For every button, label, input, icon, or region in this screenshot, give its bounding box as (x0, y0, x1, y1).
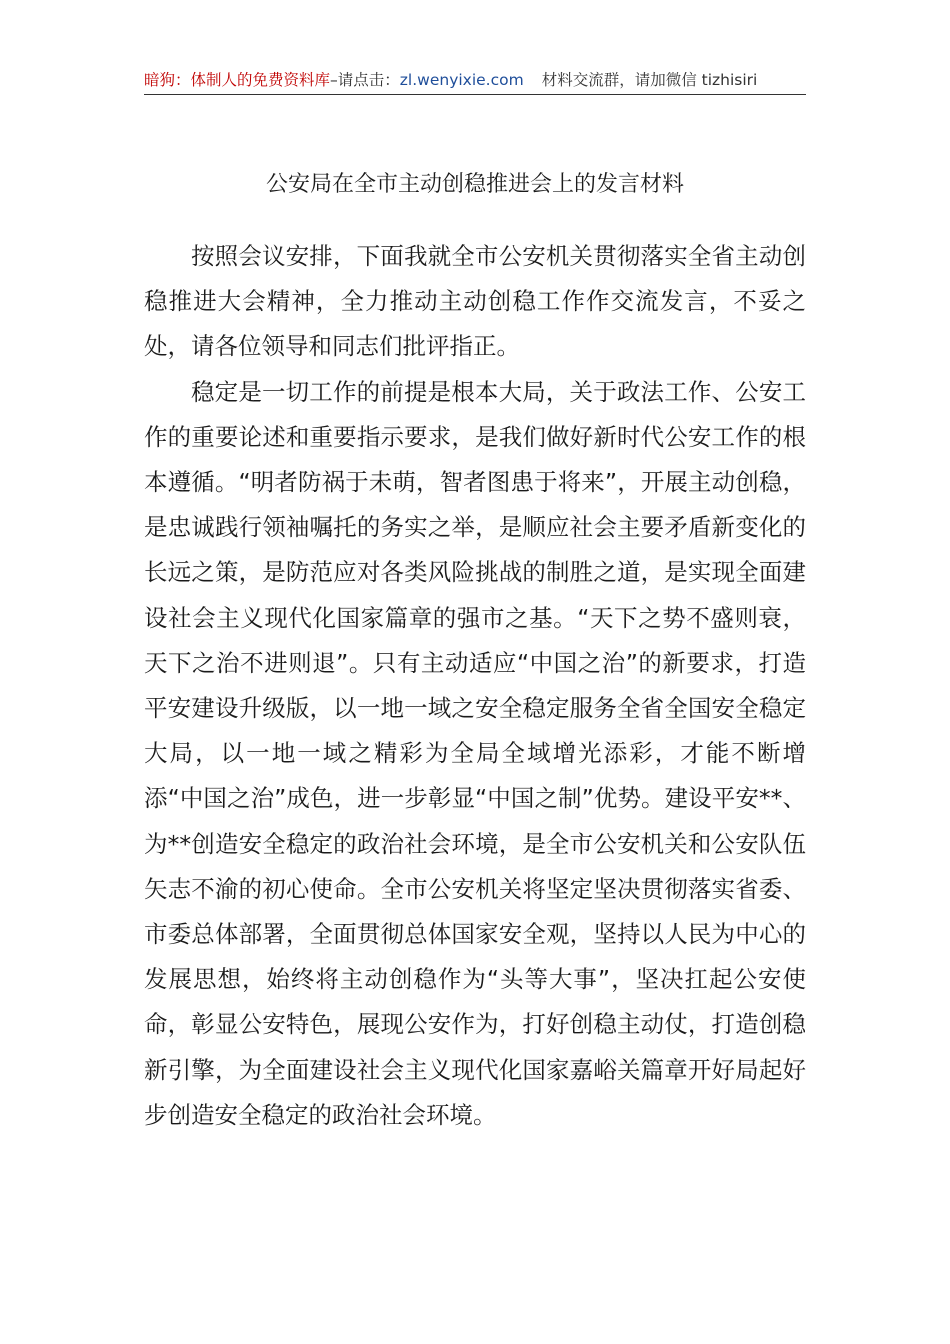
header-site-link[interactable]: zl.wenyixie.com (399, 71, 524, 89)
document-title: 公安局在全市主动创稳推进会上的发言材料 (265, 172, 684, 197)
document-body (144, 234, 806, 1138)
header-brand: 暗狗：体制人的免费资料库 (144, 71, 331, 89)
page-header (144, 68, 806, 95)
paragraph: 按照会议安排，下面我就全市公安机关贯彻落实全省主动创稳推进大会精神，全力推动主动创稳工作作交流发言，不妥之处，请各位领导和同志们批评指正。 (144, 242, 806, 361)
header-group-note: 材料交流群，请加微信 tizhisiri (541, 71, 758, 89)
paragraph: 稳定是一切工作的前提是根本大局，关于政法工作、公安工作的重要论述和重要指示要求，是我们做好新时代公安工作的根本遵循。“明者防祸于未萌，智者图患于将来”，开展主动创稳，是忠诚践行领袖嘱托的务实之举，是顺应社会主要矛盾新变化的长远之策，是防范应对各类风险挑战的制胜之道，是实现全面建设社会主义现代化国家篇章的强市之基。“天下之势不盛则衰，天下之治不进则退”。只有主动适应“中国之治”的新要求，打造平安建设升级版，以一地一域之安全稳定服务全省全国安全稳定大局，以一地一域之精彩为全局全域增光添彩，才能不断增添“中国之治”成色，进一步彰显“中国之制”优势。建设平安**、为**创造安全稳定的政治社会环境，是全市公安机关和公安队伍矢志不渝的初心使命。全市公安机关将坚定坚决贯彻落实省委、市委总体部署，全面贯彻总体国家安全观，坚持以人民为中心的发展思想，始终将主动创稳作为“头等大事”，坚决扛起公安使命，彰显公安特色，展现公安作为，打好创稳主动仗，打造创稳新引擎，为全面建设社会主义现代化国家嘉峪关篇章开好局起好步创造安全稳定的政治社会环境。 (144, 377, 806, 1129)
header-prompt: –请点击： (330, 71, 400, 89)
